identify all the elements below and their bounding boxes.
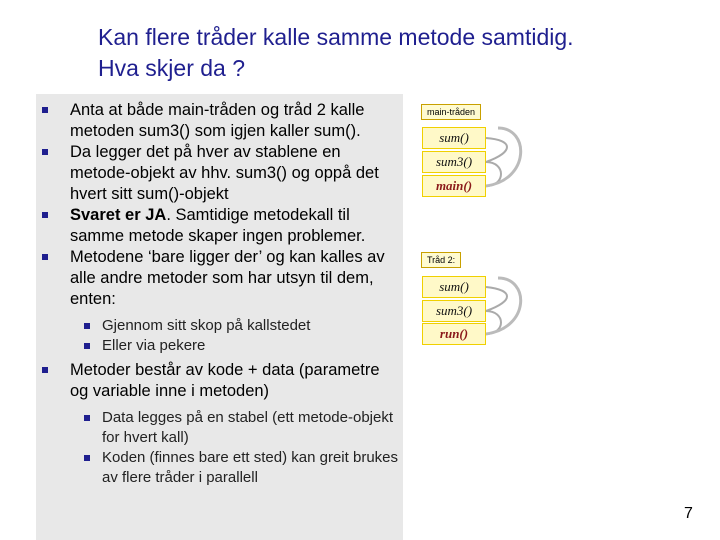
stack-frame-main: main() — [422, 175, 486, 197]
thread2-label: Tråd 2: — [421, 252, 461, 268]
stack-frame-run: run() — [422, 323, 486, 345]
bullet-text: Anta at både main-tråden og tråd 2 kalle metoden sum3() som igjen kaller sum(). — [70, 101, 365, 140]
bullet-text: Metoder består av kode + data (parametre og variable inne i metoden) — [70, 361, 380, 400]
call-arrow — [486, 278, 521, 334]
bullet-text-bold: Svaret er JA — [70, 206, 167, 224]
page-number: 7 — [684, 505, 693, 522]
stack-frame-sum: sum() — [422, 127, 486, 149]
call-arrow — [486, 138, 507, 162]
sub-bullet-text: Gjennom sitt skop på kallstedet — [102, 317, 311, 334]
sub-bullet-text: Data legges på en stabel (ett metode-objekt for hvert kall) — [102, 409, 394, 446]
title-line-1: Kan flere tråder kalle samme metode samtidig. — [98, 24, 574, 50]
call-arrow — [486, 128, 521, 186]
stack-frame-sum3: sum3() — [422, 300, 486, 322]
bullet-text: Metodene ‘bare ligger der’ og kan kalles av alle andre metoder som har utsyn til dem, enten: — [70, 248, 385, 308]
stack-frame-sum3: sum3() — [422, 151, 486, 173]
bullet-text: . Samtidige metodekall til samme metode skaper ingen problemer. — [70, 206, 366, 245]
title-line-2: Hva skjer da ? — [98, 55, 246, 81]
sub-bullet-text: Koden (finnes bare ett sted) kan greit brukes av flere tråder i parallell — [102, 449, 399, 486]
main-thread-label: main-tråden — [421, 104, 481, 120]
stack-frame-sum: sum() — [422, 276, 486, 298]
sub-bullet-text: Eller via pekere — [102, 337, 206, 354]
bullet-text: Da legger det på hver av stablene en metode-objekt av hhv. sum3() og oppå det hvert sitt sum()-objekt — [70, 143, 379, 203]
call-arrow — [486, 287, 507, 311]
